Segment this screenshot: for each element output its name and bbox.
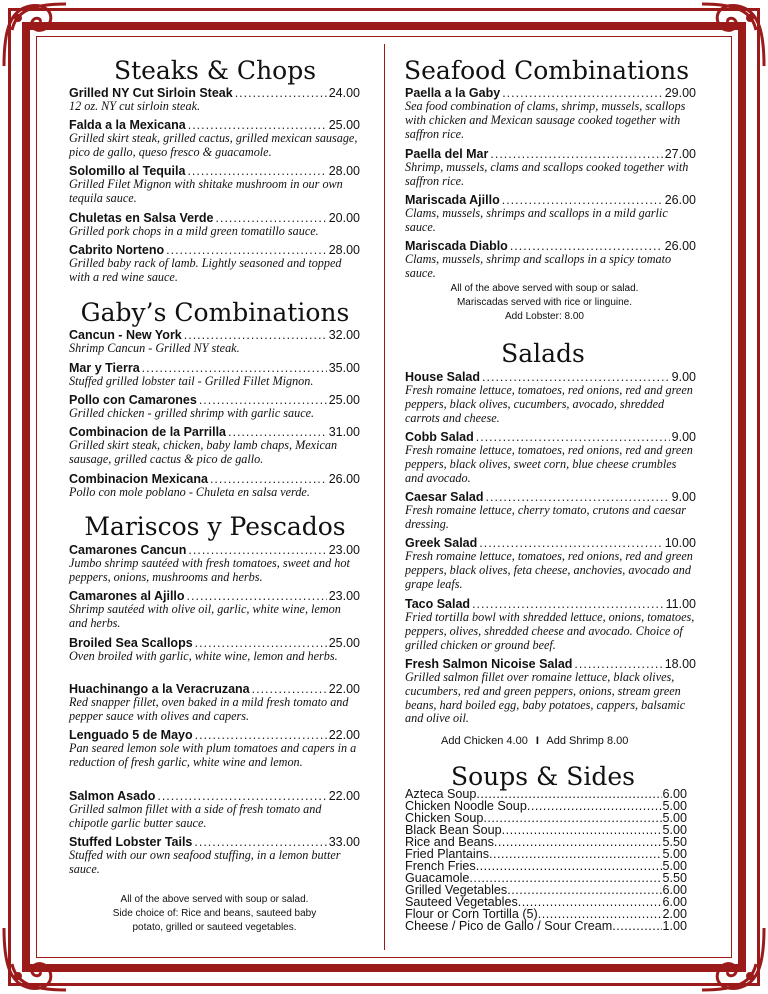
- item-name: Cheese / Pico de Gallo / Sour Cream: [405, 919, 613, 933]
- menu-item: [69, 243, 360, 285]
- item-name: Salmon Asado: [69, 789, 156, 803]
- corner-flourish-icon: [698, 924, 768, 994]
- item-price: 24.00: [328, 86, 360, 100]
- item-description: Pollo con mole poblano - Chuleta en salsa verde.: [69, 485, 310, 499]
- menu-item: [405, 597, 696, 652]
- corner-flourish-icon: [0, 924, 70, 994]
- item-name: Fried Plantains: [405, 847, 489, 861]
- item-name: Broiled Sea Scallops: [69, 636, 193, 650]
- item-name: Mar y Tierra: [69, 361, 140, 375]
- note-line: potato, grilled or sauteed vegetables.: [132, 922, 297, 933]
- section-title-salads: Salads: [501, 339, 585, 368]
- list-item: [405, 920, 687, 932]
- item-description: Stuffed grilled lobster tail - Grilled Fillet Mignon.: [69, 374, 314, 388]
- item-name: House Salad: [405, 370, 481, 384]
- item-price: 5.00: [662, 823, 687, 837]
- item-price: 35.00: [328, 361, 360, 375]
- item-name: Grilled Vegetables: [405, 883, 508, 897]
- item-name: Caesar Salad: [405, 490, 484, 504]
- menu-item: [405, 430, 696, 485]
- mariscos-note: [69, 893, 360, 935]
- item-price: 5.00: [662, 859, 687, 873]
- menu-item: [405, 536, 696, 591]
- section-title-steaks: Steaks & Chops: [113, 56, 317, 85]
- item-description: Grilled Filet Mignon with shitake mushroom in our own tequila sauce.: [69, 177, 343, 205]
- item-name: Taco Salad: [405, 597, 471, 611]
- item-price: 23.00: [328, 589, 360, 603]
- item-name: Lenguado 5 de Mayo: [69, 728, 193, 742]
- section-title-mariscos: Mariscos y Pescados: [84, 512, 346, 541]
- item-price: 26.00: [328, 472, 360, 486]
- addon-shrimp: Add Shrimp 8.00: [546, 735, 629, 747]
- item-price: 26.00: [664, 193, 696, 207]
- item-description: Clams, mussels, shrimps and scallops in a mild garlic sauce.: [405, 206, 668, 234]
- item-description: Jumbo shrimp sautéed with fresh tomatoes, sweet and hot peppers, onions, mushrooms and herbs.: [69, 556, 350, 584]
- item-name: Falda a la Mexicana: [69, 118, 186, 132]
- menu-item: [69, 682, 360, 724]
- item-description: Grilled salmon fillet with a side of fresh tomato and chipotle garlic butter sauce.: [69, 802, 322, 830]
- item-price: 9.00: [671, 430, 696, 444]
- item-description: Clams, mussels, shrimp and scallops in a spicy tomato sauce.: [405, 252, 672, 280]
- item-price: 9.00: [671, 370, 696, 384]
- item-price: 10.00: [664, 536, 696, 550]
- item-price: 25.00: [328, 636, 360, 650]
- addon-chicken: Add Chicken 4.00: [441, 735, 528, 747]
- item-price: 5.00: [662, 811, 687, 825]
- item-name: Pollo con Camarones: [69, 393, 197, 407]
- item-price: 11.00: [665, 597, 696, 611]
- column-divider: [384, 44, 385, 950]
- menu-item: [69, 118, 360, 160]
- seafood-note: [405, 282, 684, 324]
- menu-item: [69, 835, 360, 877]
- item-name: Cancun - New York: [69, 328, 182, 342]
- item-price: 22.00: [328, 682, 360, 696]
- menu-item: [405, 86, 696, 141]
- note-line: All of the above served with soup or salad.: [120, 894, 309, 905]
- menu-item: [69, 472, 360, 500]
- item-price: 23.00: [328, 543, 360, 557]
- item-name: Flour or Corn Tortilla (5): [405, 907, 538, 921]
- salad-addons: [441, 735, 628, 747]
- menu-item: [405, 147, 696, 189]
- item-price: 28.00: [328, 164, 360, 178]
- item-price: 27.00: [664, 147, 696, 161]
- item-price: 5.50: [662, 835, 687, 849]
- note-line: Mariscadas served with rice or linguine.: [456, 297, 633, 308]
- item-name: Guacamole: [405, 871, 470, 885]
- item-description: Grilled pork chops in a mild green tomatillo sauce.: [69, 224, 319, 238]
- section-title-seafood: Seafood Combinations: [404, 56, 690, 85]
- item-description: Grilled chicken - grilled shrimp with garlic sauce.: [69, 406, 315, 420]
- item-price: 22.00: [328, 728, 360, 742]
- item-name: Solomillo al Tequila: [69, 164, 186, 178]
- item-name: Black Bean Soup: [405, 823, 502, 837]
- item-price: 26.00: [664, 239, 696, 253]
- corner-flourish-icon: [698, 0, 768, 70]
- item-description: Grilled baby rack of lamb. Lightly seasoned and topped with a red wine sauce.: [69, 256, 342, 284]
- item-price: 28.00: [328, 243, 360, 257]
- item-price: 9.00: [671, 490, 696, 504]
- item-name: Paella del Mar: [405, 147, 489, 161]
- corner-flourish-icon: [0, 0, 70, 70]
- item-name: Cobb Salad: [405, 430, 474, 444]
- menu-item: [69, 164, 360, 206]
- item-name: Combinacion de la Parrilla: [69, 425, 226, 439]
- item-description: Fresh romaine lettuce, tomatoes, red onions, red and green peppers, black olives, sweet corn, blue cheese crumbles and avocado.: [405, 443, 693, 485]
- item-name: Greek Salad: [405, 536, 478, 550]
- item-description: Fried tortilla bowl with shredded lettuce, onions, tomatoes, peppers, olives, shredded cheese and avocado. Choice of grilled chicken or ground beef.: [405, 610, 695, 652]
- note-line: Side choice of: Rice and beans, sauteed baby: [112, 908, 317, 919]
- item-name: Chuletas en Salsa Verde: [69, 211, 214, 225]
- menu-item: [405, 370, 696, 425]
- item-name: Sauteed Vegetables: [405, 895, 518, 909]
- menu-item: [69, 361, 360, 389]
- item-name: Fresh Salmon Nicoise Salad: [405, 657, 573, 671]
- item-price: 5.00: [662, 847, 687, 861]
- item-price: 5.00: [662, 799, 687, 813]
- note-line: All of the above served with soup or salad.: [450, 283, 639, 294]
- item-description: Fresh romaine lettuce, tomatoes, red onions, red and green peppers, black olives, feta cheese, anchovies, avocado and grape leafs.: [405, 549, 693, 591]
- item-description: Grilled skirt steak, grilled cactus, grilled mexican sausage, pico de gallo, queso fresco & guacamole.: [69, 131, 358, 159]
- item-name: Paella a la Gaby: [405, 86, 501, 100]
- menu-item: [405, 193, 696, 235]
- item-price: 32.00: [328, 328, 360, 342]
- item-price: 6.00: [662, 883, 687, 897]
- item-description: Fresh romaine lettuce, tomatoes, red onions, red and green peppers, black olives, cucumbers, avocado, shredded carrots and cheese.: [405, 383, 693, 425]
- item-price: 6.00: [662, 895, 687, 909]
- menu-item: [69, 328, 360, 356]
- item-name: Chicken Noodle Soup: [405, 799, 527, 813]
- section-title-combinations: Gaby’s Combinations: [80, 298, 350, 327]
- item-price: 2.00: [662, 907, 687, 921]
- menu-item: [405, 239, 696, 281]
- item-name: Camarones al Ajillo: [69, 589, 185, 603]
- item-description: Grilled salmon fillet over romaine lettuce, black olives, cucumbers, red and green peppers, onions, stream green beans, hard boiled egg, baby potatoes, cappers, balsamic and olive oil.: [405, 670, 686, 726]
- item-description: 12 oz. NY cut sirloin steak.: [69, 99, 201, 113]
- item-description: Grilled skirt steak, chicken, baby lamb chaps, Mexican sausage, grilled cactus & pico de gallo.: [69, 438, 338, 466]
- menu-item: [69, 589, 360, 631]
- item-description: Oven broiled with garlic, white wine, lemon and herbs.: [69, 649, 338, 663]
- menu-item: [69, 728, 360, 770]
- item-description: Shrimp sautéed with olive oil, garlic, white wine, lemon and herbs.: [69, 602, 341, 630]
- item-price: 33.00: [328, 835, 360, 849]
- item-description: Shrimp Cancun - Grilled NY steak.: [69, 341, 240, 355]
- item-name: Cabrito Norteno: [69, 243, 165, 257]
- item-description: Sea food combination of clams, shrimp, mussels, scallops with chicken and Mexican sausage cooked together with saffron rice.: [405, 99, 686, 141]
- menu-item: [69, 86, 360, 114]
- addon-separator: I: [535, 735, 539, 747]
- item-name: Mariscada Diablo: [405, 239, 508, 253]
- item-name: French Fries: [405, 859, 476, 873]
- menu-item: [69, 789, 360, 831]
- item-description: Pan seared lemon sole with plum tomatoes and capers in a reduction of fresh garlic, white wine and lemon.: [69, 741, 357, 769]
- item-name: Camarones Cancun: [69, 543, 187, 557]
- item-name: Combinacion Mexicana: [69, 472, 208, 486]
- note-line: Add Lobster: 8.00: [505, 311, 584, 322]
- item-description: Shrimp, mussels, clams and scallops cooked together with saffron rice.: [405, 160, 689, 188]
- item-price: 25.00: [328, 393, 360, 407]
- item-price: 20.00: [328, 211, 360, 225]
- soups-list: [405, 788, 687, 932]
- item-description: Red snapper fillet, oven baked in a mild fresh tomato and pepper sauce with olives and capers.: [69, 695, 349, 723]
- item-price: 22.00: [328, 789, 360, 803]
- item-name: Chicken Soup: [405, 811, 484, 825]
- menu-item: [405, 657, 696, 726]
- menu-item: [405, 490, 696, 532]
- item-price: 6.00: [662, 787, 687, 801]
- item-name: Stuffed Lobster Tails: [69, 835, 193, 849]
- menu-item: [69, 425, 360, 467]
- item-name: Azteca Soup: [405, 787, 477, 801]
- section-title-soups: Soups & Sides: [450, 762, 635, 791]
- item-price: 25.00: [328, 118, 360, 132]
- item-description: Stuffed with our own seafood stuffing, in a lemon butter sauce.: [69, 848, 341, 876]
- item-price: 1.00: [662, 919, 687, 933]
- item-name: Rice and Beans: [405, 835, 494, 849]
- menu-item: [69, 211, 360, 239]
- item-name: Grilled NY Cut Sirloin Steak: [69, 86, 233, 100]
- menu-item: [69, 543, 360, 585]
- item-price: 29.00: [664, 86, 696, 100]
- item-price: 18.00: [664, 657, 696, 671]
- item-description: Fresh romaine lettuce, cherry tomato, crutons and caesar dressing.: [405, 503, 687, 531]
- item-price: 31.00: [328, 425, 360, 439]
- item-name: Huachinango a la Veracruzana: [69, 682, 250, 696]
- item-name: Mariscada Ajillo: [405, 193, 500, 207]
- menu-item: [69, 636, 360, 664]
- item-price: 5.50: [662, 871, 687, 885]
- menu-item: [69, 393, 360, 421]
